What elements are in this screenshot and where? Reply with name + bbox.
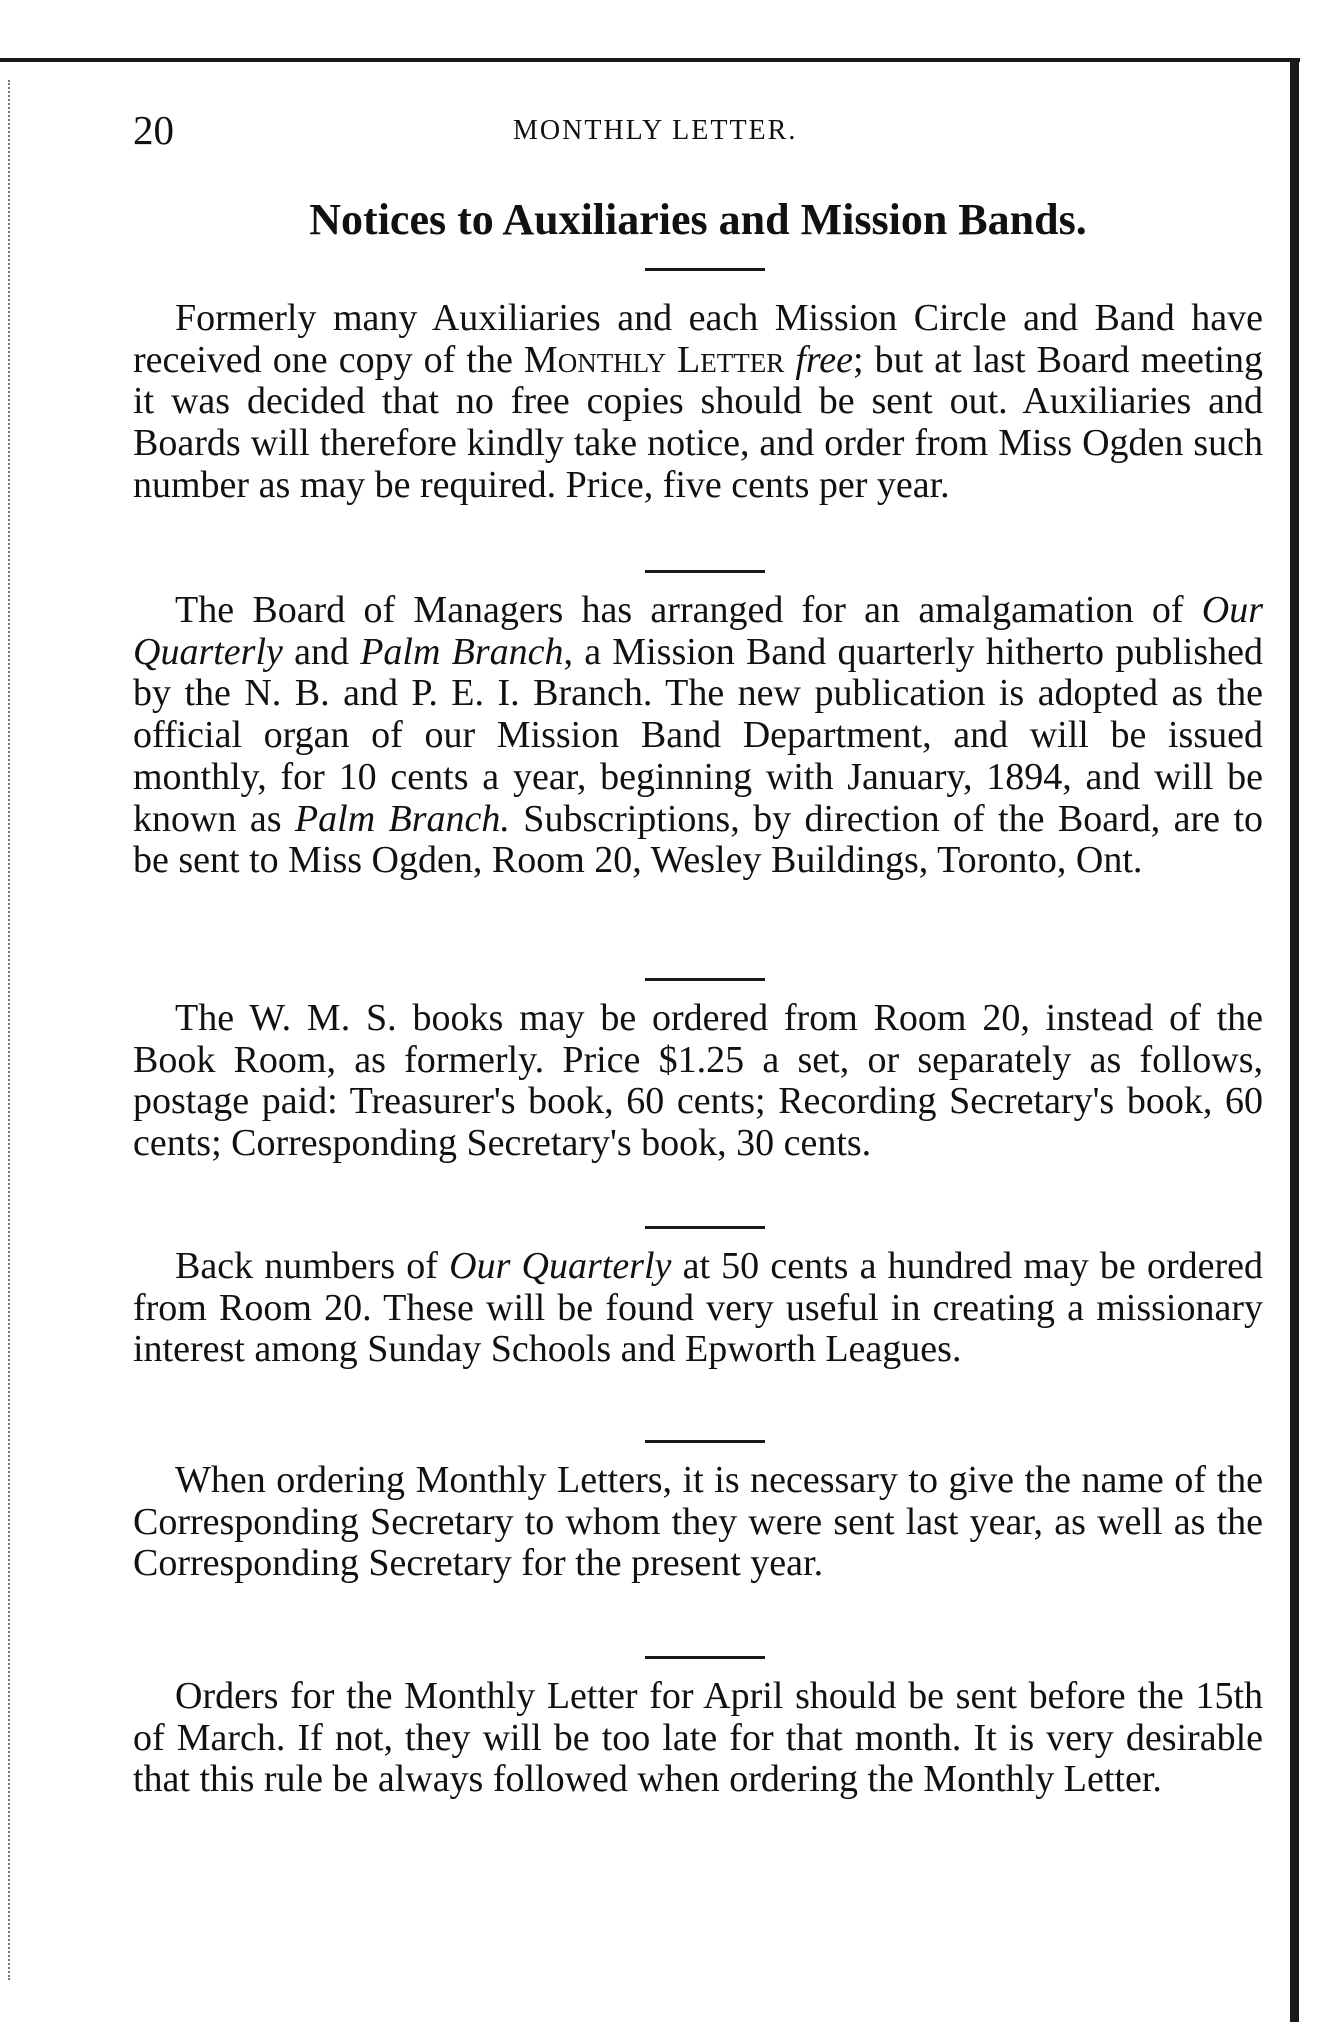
publication-name: Palm Branch [360, 630, 564, 673]
running-head [133, 105, 1263, 155]
left-margin-specks [8, 80, 16, 1980]
notice-text: Subscriptions, by direction of the Board, are to be sent to Miss Ogden, Room 20, Wesley Buildings, Toronto, Ont. [133, 797, 1263, 882]
section-separator [645, 978, 765, 981]
section-separator [645, 1226, 765, 1229]
notice-text: Back numbers of [175, 1245, 450, 1287]
publication-name: Palm Branch. [294, 797, 510, 840]
publication-name: Our Quarterly [449, 1245, 672, 1287]
publication-name: Our Quarterly [133, 589, 1263, 673]
notice-april-orders [133, 1676, 1263, 1801]
notice-text: Formerly many Auxiliaries and each Mission Circle and Band have received one copy of the [133, 297, 1263, 381]
section-separator [645, 268, 765, 271]
notice-text: When ordering Monthly Letters, it is necessary to give the name of the Corresponding Secretary to whom they were sent last year, as well as the Corresponding Secretary for the present year. [133, 1459, 1263, 1585]
notice-text [784, 339, 795, 381]
right-page-edge [1290, 62, 1299, 2022]
page-number: 20 [133, 107, 174, 153]
notice-free-copies [133, 298, 1263, 507]
notices-heading: Notices to Auxiliaries and Mission Bands. [309, 195, 1087, 244]
notice-amalgamation [133, 590, 1263, 882]
notice-text: The W. M. S. books may be ordered from Room 20, instead of the Book Room, as formerly. Price $1.25 a set, or separately as follows, postage paid: Treasurer's book, 60 cents; Recording Secretary's book, 60 cents; Corresponding Secretary's book, 30 cents. [133, 997, 1263, 1165]
notice-text: and [282, 630, 361, 673]
section-separator [645, 1440, 765, 1443]
notice-text: at 50 cents a hundred may be ordered from Room 20. These will be found very useful in creating a missionary interest among Sunday Schools and Epworth Leagues. [133, 1245, 1263, 1371]
notice-ordering-letters [133, 1460, 1263, 1585]
notice-text: , a Mission Band quarterly hitherto published by the N. B. and P. E. I. Branch. The new publication is adopted as the official organ of our Mission Band Department, and will be issued monthly, for 10 cents a year, beginning with January, 1894, and will be known as [133, 630, 1263, 840]
publication-name: Monthly Letter [523, 338, 785, 381]
notice-text: Orders for the Monthly Letter for April should be sent before the 15th of March. If not, they will be too late for that month. It is very desirable that this rule be always followed when ordering the Monthly Letter. [133, 1675, 1263, 1801]
notice-text: The Board of Managers has arranged for an amalgamation of [175, 589, 1202, 631]
running-title: MONTHLY LETTER. [513, 115, 798, 146]
top-page-rule [0, 58, 1300, 62]
notice-wms-books [133, 998, 1263, 1165]
notice-text: ; but at last Board meeting it was decided that no free copies should be sent out. Auxiliaries and Boards will therefore kindly take notice, and order from Miss Ogden such number as may be required. Price, five cents per year. [133, 338, 1263, 506]
emphasis-text: free [795, 338, 854, 381]
section-separator [645, 570, 765, 573]
notice-back-numbers [133, 1246, 1263, 1371]
section-separator [645, 1656, 765, 1659]
